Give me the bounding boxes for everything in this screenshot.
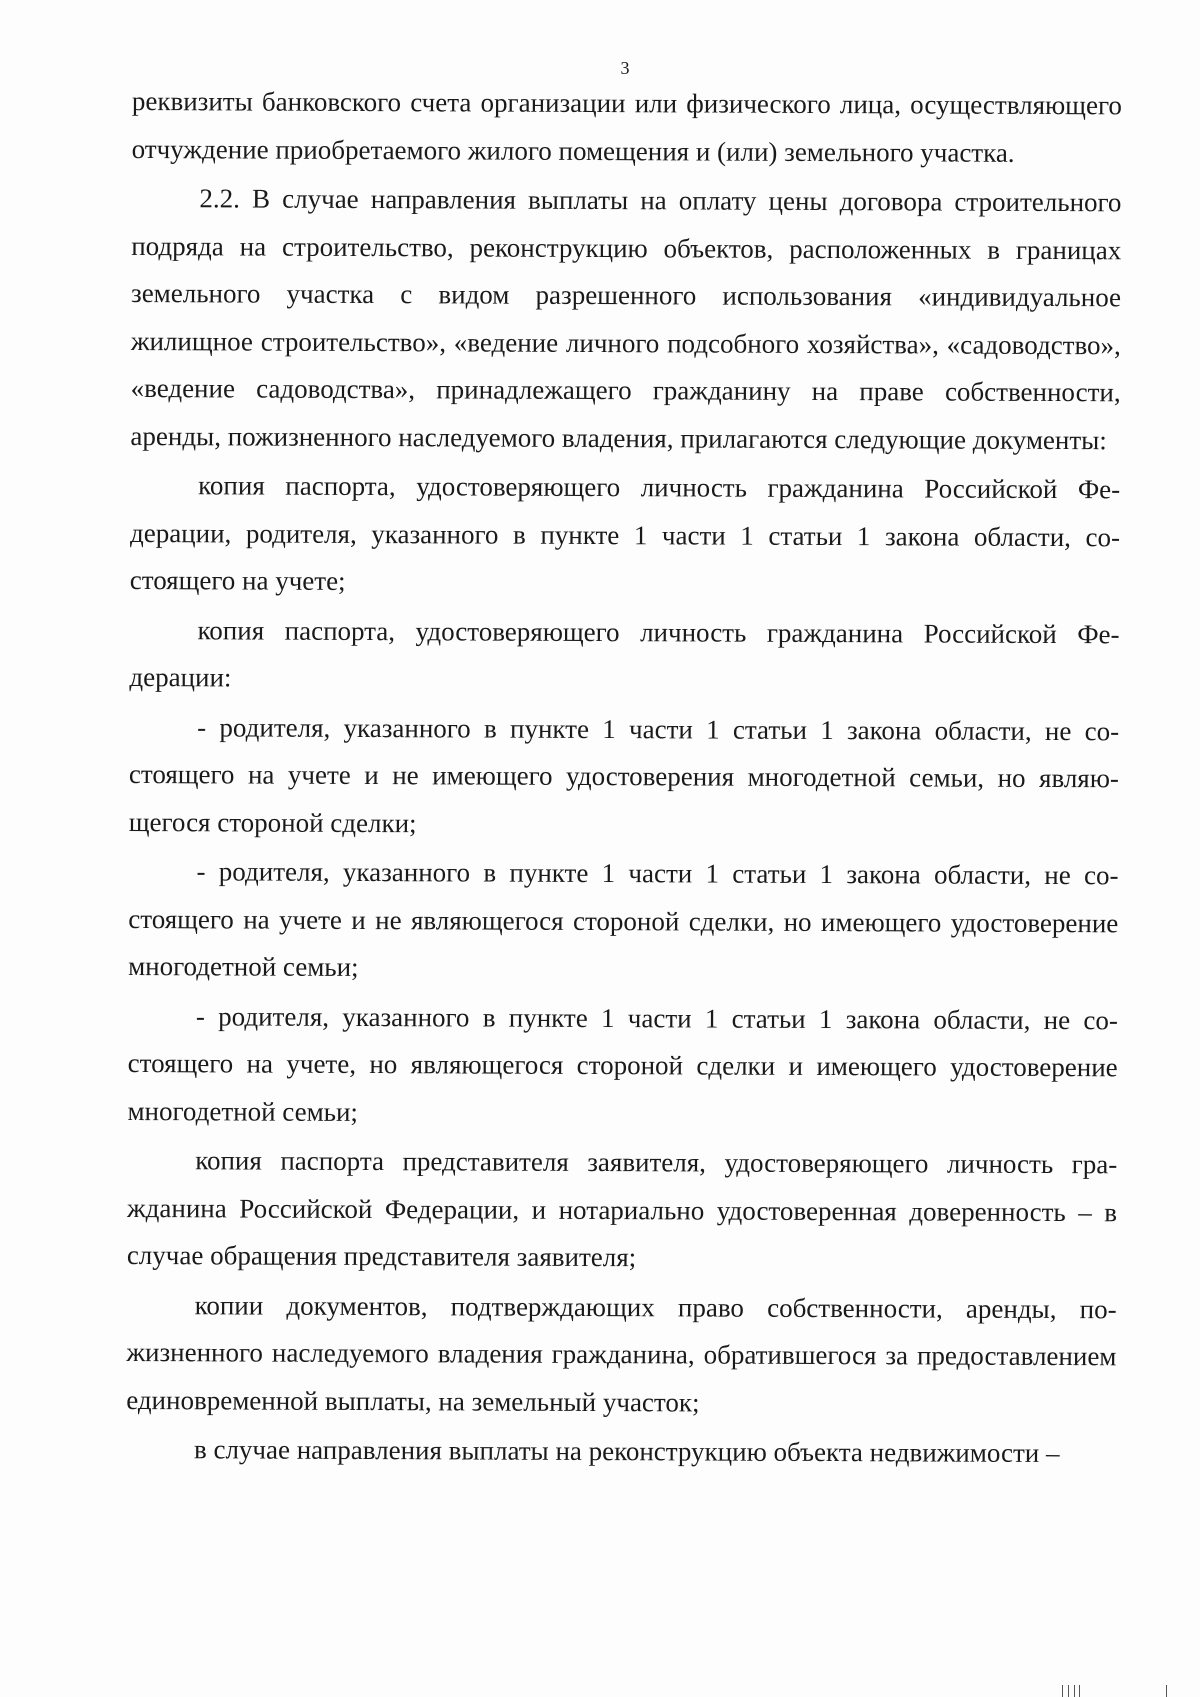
list-item-parent-party-to-deal: - родителя, указанного в пункте 1 части 1 статьи 1 закона области, не состоящего на учете и не имеющего удостоверения многодетной семьи, но являющегося стороной сделки; [128,711,1120,838]
paragraph-bank-details: реквизиты банковского счета организации или физического лица, осуществляющего отчуждение приобретаемого жилого помещения и (или) земельного участка. [131,85,1122,168]
scan-edge-marks [1062,1683,1192,1697]
paragraph-land-rights-documents: копии документов, подтверждающих право собственности, аренды, пожизненного наследуемого владения гражданина, обратившегося за предоставлением единовременной выплаты, на земельный участок; [126,1289,1117,1417]
paragraph-section-2-2: 2.2. В случае направления выплаты на оплату цены договора строительного подряда на строительство, реконструкцию объектов, расположенных в границах земельного участка с видом разрешенного использования «индивидуальное жилищное строительство», «ведение личного подсобного хозяйства», «садоводство», «ведение садоводства», принадлежащего гражданину на праве собственности, аренды, пожизненного наследуемого владения, прилагаются следующие документы: [130,183,1122,455]
paragraph-passport-copy: копия паспорта, удостоверяющего личность гражданина Российской Федерации: [129,614,1120,693]
list-item-parent-party-with-certificate: - родителя, указанного в пункте 1 части 1 статьи 1 закона области, не состоящего на учете, но являющегося стороной сделки и имеющего удостоверение многодетной семьи; [127,1000,1118,1127]
paragraph-representative-passport: копия паспорта представителя заявителя, удостоверяющего личность гражданина Российской Федерации, и нотариально удостоверенная доверенность – в случае обращения представителя заявителя; [126,1145,1118,1273]
paragraph-reconstruction: в случае направления выплаты на реконструкцию объекта недвижимости – [193,1434,1060,1469]
document-body [126,78,1122,1478]
list-item-parent-with-certificate: - родителя, указанного в пункте 1 части 1 статьи 1 закона области, не состоящего на учете и не являющегося стороной сделки, но имеющего удостоверение многодетной семьи; [128,856,1119,982]
page-number: 3 [620,58,630,78]
paragraph-passport-copy-registered-parent: копия паспорта, удостоверяющего личность гражданина Российской Федерации, родителя, указанного в пункте 1 части 1 статьи 1 закона области, состоящего на учете; [129,470,1121,596]
